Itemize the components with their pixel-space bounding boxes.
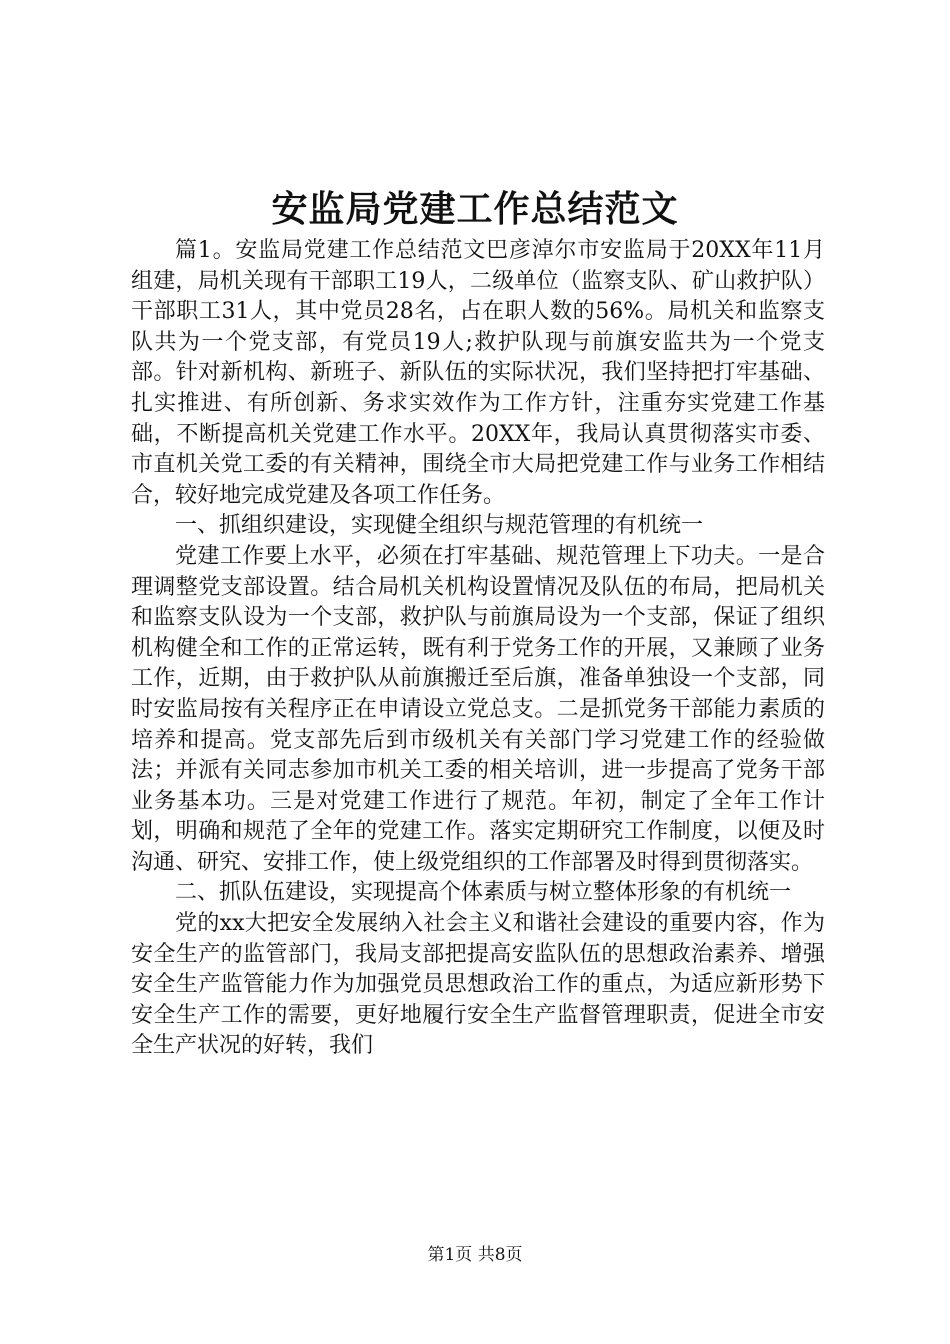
page-footer: 第1页 共8页 bbox=[427, 1245, 523, 1265]
paragraph-team: 党的xx大把安全发展纳入社会主义和谐社会建设的重要内容，作为安全生产的监管部门，我局支部把提高安监队伍的思想政治素养、增强安全生产监管能力作为加强党员思想政治工作的重点，为适应新形势下安全生产工作的需要，更好地履行安全生产监督管理职责，促进全市安全生产状况的好转，我们 bbox=[131, 911, 825, 1059]
section-heading-team: 二、抓队伍建设，实现提高个体素质与树立整体形象的有机统一 bbox=[175, 880, 792, 906]
document-body bbox=[131, 236, 825, 1062]
paragraph-organization: 党建工作要上水平，必须在打牢基础、规范管理上下功夫。一是合理调整党支部设置。结合局机关机构设置情况及队伍的布局，把局机关和监察支队设为一个支部，救护队与前旗局设为一个支部，保证了组织机构健全和工作的正常运转，既有利于党务工作的开展，又兼顾了业务工作，近期，由于救护队从前旗搬迁至后旗，准备单独设一个支部，同时安监局按有关程序正在申请设立党总支。二是抓党务干部能力素质的培养和提高。党支部先后到市级机关有关部门学习党建工作的经验做法；并派有关同志参加市机关工委的相关培训，进一步提高了党务干部业务基本功。三是对党建工作进行了规范。年初，制定了全年工作计划，明确和规范了全年的党建工作。落实定期研究工作制度，以便及时沟通、研究、安排工作，使上级党组织的工作部署及时得到贯彻落实。 bbox=[131, 543, 825, 875]
paragraph-intro: 篇1。安监局党建工作总结范文巴彦淖尔市安监局于20XX年11月组建，局机关现有干部职工19人，二级单位（监察支队、矿山救护队）干部职工31人，其中党员28名，占在职人数的56%。局机关和监察支队共为一个党支部，有党员19人;救护队现与前旗安监共为一个党支部。针对新机构、新班子、新队伍的实际状况，我们坚持把打牢基础、扎实推进、有所创新、务求实效作为工作方针，注重夯实党建工作基础，不断提高机关党建工作水平。20XX年，我局认真贯彻落实市委、市直机关党工委的有关精神，围绕全市大局把党建工作与业务工作相结合，较好地完成党建及各项工作任务。 bbox=[131, 238, 825, 508]
document-title: 安监局党建工作总结范文 bbox=[271, 188, 679, 230]
section-heading-organization: 一、抓组织建设，实现健全组织与规范管理的有机统一 bbox=[175, 513, 704, 539]
